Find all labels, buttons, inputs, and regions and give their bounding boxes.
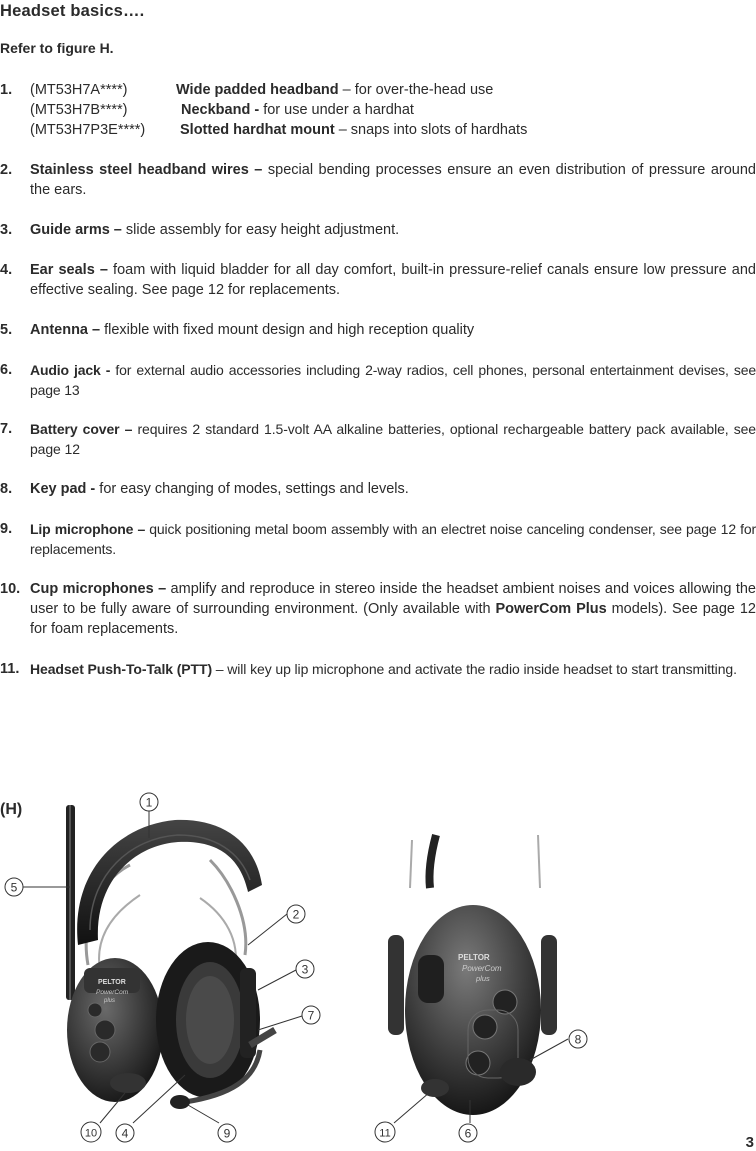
callout-6-label: 6 xyxy=(464,1126,472,1141)
item-number: 2. xyxy=(0,162,13,178)
figure-label: (H) xyxy=(0,801,23,818)
item-name: Ear seals – xyxy=(30,262,108,278)
page-title: Headset basics…. xyxy=(0,2,145,20)
callout-7-label: 7 xyxy=(307,1008,315,1023)
item-desc: amplify and reproduce in stereo inside the headset ambient noises and voices allowing the user to be fully aware of surrounding environment. (Only available with xyxy=(30,581,756,617)
item-desc-continued: models). See page 12 for foam replacements. xyxy=(30,601,756,637)
item-name: Stainless steel headband wires – xyxy=(30,162,263,178)
item-number: 3. xyxy=(0,222,13,238)
headset-side-view-icon xyxy=(388,835,557,1115)
item-name: Key pad - xyxy=(30,481,96,497)
left-ear-cup-icon xyxy=(67,958,163,1102)
model-desc: – snaps into slots of hardhats xyxy=(334,122,528,138)
item-name: Audio jack - xyxy=(30,362,111,378)
item-name: Battery cover – xyxy=(30,421,133,437)
model-desc: for use under a hardhat xyxy=(259,102,414,118)
item-desc: quick positioning metal boom assembly with an electret noise canceling condenser, see page 12 for replacements. xyxy=(30,521,756,557)
model-code: (MT53H7B****) xyxy=(30,102,128,118)
list-item xyxy=(0,80,756,140)
product-label: PowerCom xyxy=(462,964,502,973)
callout-3-label: 3 xyxy=(301,962,309,977)
item-number: 5. xyxy=(0,322,13,338)
model-name: Wide padded headband xyxy=(176,82,339,98)
item-name: Lip microphone – xyxy=(30,521,146,537)
item-desc: for external audio accessories including 2-way radios, cell phones, personal entertainment devises, see page 13 xyxy=(30,362,756,398)
callout-1-label: 1 xyxy=(145,795,153,810)
item-name: Antenna – xyxy=(30,322,101,338)
item-number: 4. xyxy=(0,262,13,278)
item-desc: for easy changing of modes, settings and levels. xyxy=(95,481,409,497)
item-number: 1. xyxy=(0,82,13,98)
item-desc: foam with liquid bladder for all day comfort, built-in pressure-relief canals ensure low pressure and effective sealing. See page 12 for replacements. xyxy=(30,262,756,298)
model-name: Neckband - xyxy=(181,102,260,118)
antenna-icon xyxy=(66,805,75,1000)
product-label: PowerCom xyxy=(96,989,129,996)
callout-10-label: 10 xyxy=(84,1127,98,1140)
callout-4-label: 4 xyxy=(121,1126,129,1141)
item-desc: slide assembly for easy height adjustment. xyxy=(121,222,400,238)
item-name: Guide arms – xyxy=(30,222,122,238)
item-number: 9. xyxy=(0,521,13,537)
item-desc: requires 2 standard 1.5-volt AA alkaline batteries, optional rechargeable battery pack available, see page 12 xyxy=(30,421,756,457)
model-desc: – for over-the-head use xyxy=(338,82,494,98)
callout-8-label: 8 xyxy=(574,1032,582,1047)
callout-2-label: 2 xyxy=(292,907,300,922)
item-number: 7. xyxy=(0,421,13,437)
model-row xyxy=(30,80,493,100)
item-desc: flexible with fixed mount design and high reception quality xyxy=(100,322,475,338)
item-number: 6. xyxy=(0,362,13,378)
item-number: 11. xyxy=(0,661,20,677)
model-code: (MT53H7A****) xyxy=(30,82,128,98)
right-ear-cup-icon xyxy=(156,942,260,1098)
page-number: 3 xyxy=(745,1134,754,1151)
item-number: 10. xyxy=(0,581,21,597)
item-name: Headset Push-To-Talk (PTT) xyxy=(30,661,213,677)
model-name: Slotted hardhat mount xyxy=(180,122,335,138)
variant-label: plus xyxy=(476,974,490,983)
figure-reference: Refer to figure H. xyxy=(0,40,114,56)
item-number: 8. xyxy=(0,481,13,497)
brand-label: PELTOR xyxy=(458,953,490,962)
model-code: (MT53H7P3E****) xyxy=(30,122,146,138)
callout-11-label: 11 xyxy=(379,1127,391,1140)
headband-icon xyxy=(77,820,262,945)
callout-9-label: 9 xyxy=(223,1126,231,1141)
item-name: Cup microphones – xyxy=(30,581,167,597)
callout-5-label: 5 xyxy=(10,880,18,895)
brand-label: PELTOR xyxy=(98,979,126,986)
model-row xyxy=(30,100,414,120)
item-desc: – will key up lip microphone and activate the radio inside headset to start transmitting. xyxy=(212,661,737,677)
model-row xyxy=(30,120,527,140)
item-desc: special bending processes ensure an even distribution of pressure around the ears. xyxy=(30,162,756,198)
headset-figure xyxy=(0,780,756,1150)
variant-label: plus xyxy=(104,998,116,1004)
product-name: PowerCom Plus xyxy=(495,601,607,617)
